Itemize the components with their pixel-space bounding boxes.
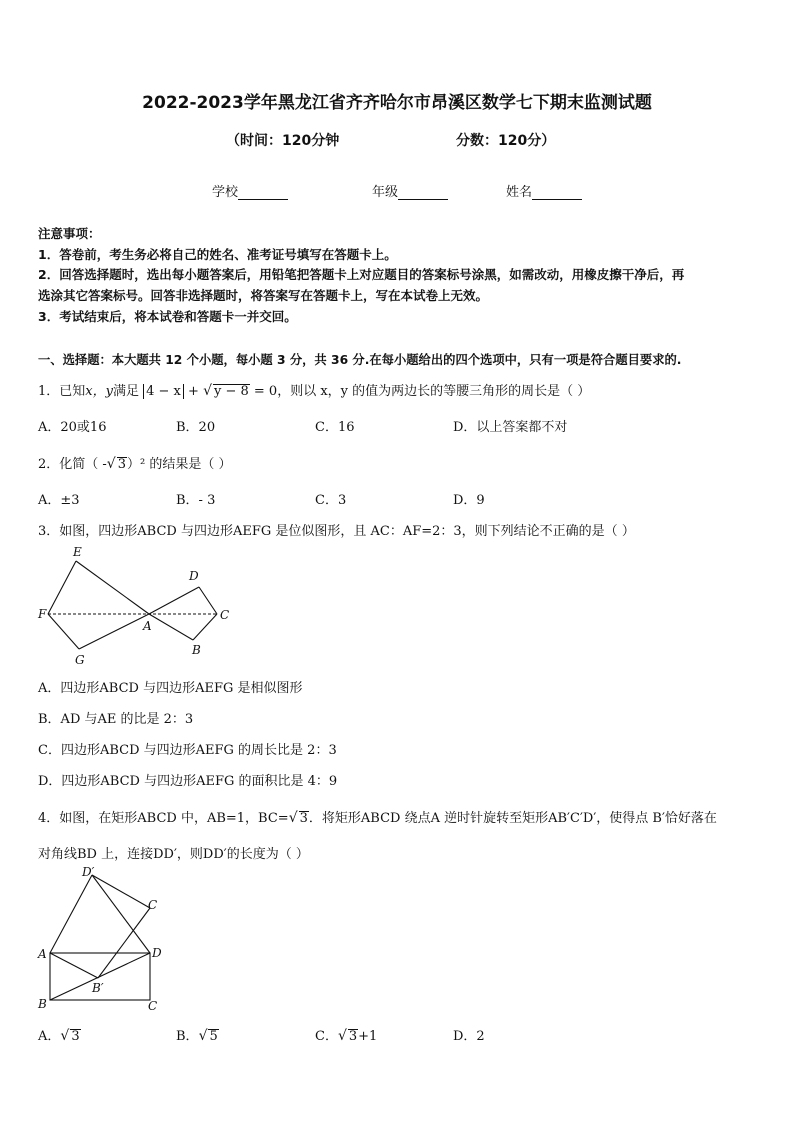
q2-option-c: C．3: [315, 493, 347, 508]
question-2-stem: 2．化简（ -√ 3）² 的结果是（ ）: [38, 456, 232, 472]
line-EA: [76, 561, 149, 614]
label-c: C: [220, 608, 230, 622]
label-e: E: [73, 545, 82, 559]
line-CB: [193, 614, 217, 640]
q3-option-c: C．四边形ABCD 与四边形AEFG 的周长比是 2：3: [38, 743, 337, 758]
section-heading: 一、选择题：本大题共 12 个小题，每小题 3 分，共 36 分.在每小题给出的四个选项中，只有一项是符合题目要求的.: [38, 353, 682, 367]
label-a: A: [38, 947, 47, 961]
label-b: B: [38, 997, 47, 1011]
line-DC: [199, 587, 217, 614]
school-field: 学校: [212, 181, 288, 200]
notes-heading: 注意事项：: [38, 226, 101, 241]
q4-option-c: C．√ 3+1: [315, 1028, 378, 1044]
label-d-prime: D′: [82, 865, 95, 879]
q3-figure: [34, 543, 234, 668]
q2-option-d: D．9: [453, 493, 485, 508]
line-DD-prime: [92, 875, 150, 953]
q1-option-b: B．20: [176, 420, 216, 435]
line-AB-prime: [50, 953, 98, 978]
label-d: D: [189, 569, 199, 583]
label-a: A: [143, 619, 152, 633]
name-field: 姓名: [506, 181, 582, 200]
note-3: 3．考试结束后，将本试卷和答题卡一并交回。: [38, 309, 297, 324]
q1-option-d: D．以上答案都不对: [453, 420, 568, 435]
grade-field: 年级: [372, 181, 448, 200]
line-BA: [149, 614, 193, 640]
line-GA: [79, 614, 149, 649]
question-3-stem: 3．如图，四边形ABCD 与四边形AEFG 是位似图形，且 AC：AF=2：3，则下列结论不正确的是（ ）: [38, 524, 635, 539]
q1-option-c: C．16: [315, 420, 355, 435]
label-c-prime: C: [148, 898, 158, 912]
q3-option-d: D．四边形ABCD 与四边形AEFG 的面积比是 4：9: [38, 774, 338, 789]
line-AD: [149, 587, 199, 614]
label-b-prime: B′: [92, 981, 104, 995]
label-d: D: [152, 946, 162, 960]
time-info: （时间：120分钟: [226, 133, 340, 149]
q2-option-b: B．- 3: [176, 493, 216, 508]
score-info: 分数：120分）: [456, 133, 556, 149]
q1-option-a: A．20或16: [38, 420, 107, 435]
question-4-stem-line2: 对角线BD 上，连接DD′，则DD′的长度为（ ）: [38, 847, 309, 862]
label-g: G: [75, 653, 85, 667]
q4-option-a: A．√ 3: [38, 1028, 80, 1044]
label-c: C: [148, 999, 158, 1013]
line-FG: [48, 614, 79, 649]
line-D-prime-C-prime: [92, 875, 150, 908]
q4-figure: [32, 864, 172, 1014]
page-title: 2022-2023学年黑龙江省齐齐哈尔市昂溪区数学七下期末监测试题: [142, 93, 652, 113]
line-EF: [48, 561, 76, 614]
q3-option-b: B．AD 与AE 的比是 2：3: [38, 712, 194, 727]
q4-option-b: B．√ 5: [176, 1028, 218, 1044]
q2-option-a: A．±3: [38, 493, 80, 508]
q4-option-d: D．2: [453, 1029, 485, 1044]
question-1-stem: 1．已知x，y满足 4 − x + √ y − 8 = 0，则以 x，y 的值为两边长的等腰三角形的周长是（ ）: [38, 383, 591, 399]
note-2a: 2．回答选择题时，选出每小题答案后，用铅笔把答题卡上对应题目的答案标号涂黑，如需改动，用橡皮擦干净后，再: [38, 267, 685, 282]
label-b: B: [192, 643, 201, 657]
note-2b: 选涂其它答案标号。回答非选择题时，将答案写在答题卡上，写在本试卷上无效。: [38, 288, 489, 303]
line-AD-prime: [50, 875, 92, 953]
question-4-stem-line1: 4．如图，在矩形ABCD 中，AB=1，BC=√ 3．将矩形ABCD 绕点A 逆时针旋转至矩形AB′C′D′，使得点 B′恰好落在: [38, 810, 717, 826]
q3-option-a: A．四边形ABCD 与四边形AEFG 是相似图形: [38, 681, 303, 696]
label-f: F: [38, 607, 47, 621]
note-1: 1．答卷前，考生务必将自己的姓名、准考证号填写在答题卡上。: [38, 247, 397, 262]
